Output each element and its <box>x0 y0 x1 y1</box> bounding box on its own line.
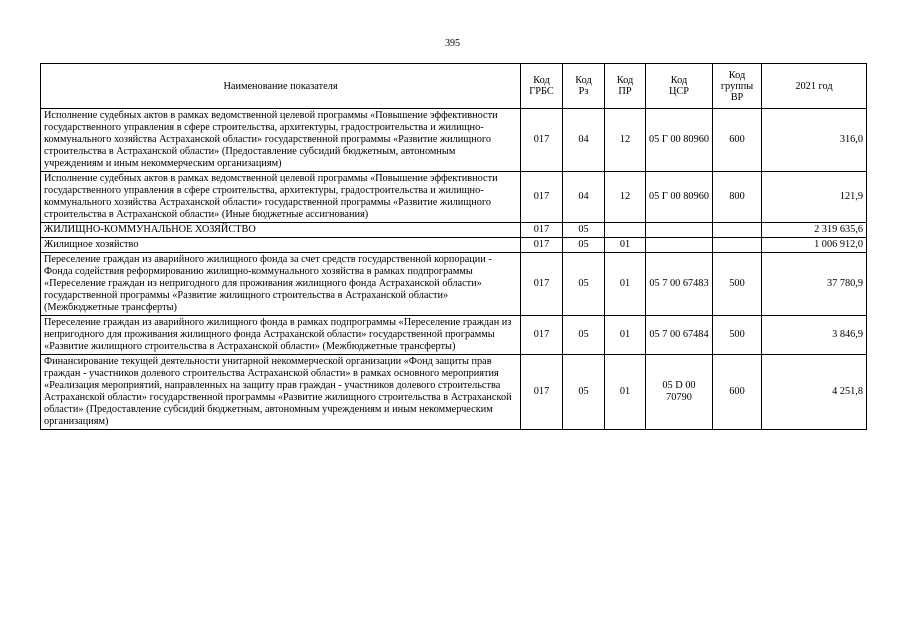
row-vr: 600 <box>713 355 762 430</box>
page-number: 395 <box>445 38 460 49</box>
row-rz: 05 <box>563 238 605 253</box>
row-csr <box>646 238 713 253</box>
row-csr: 05 7 00 67483 <box>646 253 713 316</box>
row-rz: 05 <box>563 355 605 430</box>
header-rz: Код Рз <box>563 64 605 109</box>
header-pr: Код ПР <box>605 64 646 109</box>
row-csr: 05 D 00 70790 <box>646 355 713 430</box>
row-csr <box>646 223 713 238</box>
header-csr: Код ЦСР <box>646 64 713 109</box>
row-pr: 01 <box>605 238 646 253</box>
row-rz: 05 <box>563 223 605 238</box>
row-name: Жилищное хозяйство <box>41 238 521 253</box>
row-csr: 05 Г 00 80960 <box>646 109 713 172</box>
row-grbs: 017 <box>521 109 563 172</box>
row-vr: 500 <box>713 253 762 316</box>
row-amount: 316,0 <box>762 109 867 172</box>
table-row <box>41 223 867 238</box>
row-pr: 01 <box>605 355 646 430</box>
row-rz: 05 <box>563 253 605 316</box>
row-grbs: 017 <box>521 253 563 316</box>
row-amount: 3 846,9 <box>762 316 867 355</box>
table-header-row <box>41 64 867 109</box>
row-pr: 12 <box>605 109 646 172</box>
row-vr: 800 <box>713 172 762 223</box>
row-name: Исполнение судебных актов в рамках ведомственной целевой программы «Повышение эффективности государственного управления в сфере строительства, архитектуры, градостроительства и жилищно-коммунального хозяйства Астраханской области» государственной программы «Развитие жилищного строительства в Астраханской области» (Предоставление субсидий бюджетным, автономным учреждениям и иным некоммерческим организациям) <box>41 109 521 172</box>
table-row <box>41 238 867 253</box>
table-row <box>41 172 867 223</box>
row-name: Финансирование текущей деятельности унитарной некоммерческой организации «Фонд защиты прав граждан - участников долевого строительства Астраханской области» в рамках основного мероприятия «Реализация мероприятий, направленных на защиту прав граждан - участников долевого строительства Астраханской области» государственной программы «Развитие жилищного строительства в Астраханской области» (Предоставление субсидий бюджетным, автономным учреждениям и иным некоммерческим организациям) <box>41 355 521 430</box>
row-rz: 04 <box>563 172 605 223</box>
header-year: 2021 год <box>762 64 867 109</box>
row-vr: 600 <box>713 109 762 172</box>
row-grbs: 017 <box>521 238 563 253</box>
row-grbs: 017 <box>521 172 563 223</box>
row-name: Переселение граждан из аварийного жилищного фонда за счет средств государственной корпорации - Фонда содействия реформированию жилищно-коммунального хозяйства в рамках подпрограммы «Переселение граждан из непригодного для проживания жилищного фонда Астраханской области» государственной программы «Развитие жилищного строительства в Астраханской области» (Межбюджетные трансферты) <box>41 253 521 316</box>
table-row <box>41 109 867 172</box>
row-pr: 01 <box>605 316 646 355</box>
row-grbs: 017 <box>521 223 563 238</box>
row-amount: 37 780,9 <box>762 253 867 316</box>
row-amount: 2 319 635,6 <box>762 223 867 238</box>
row-name: Исполнение судебных актов в рамках ведомственной целевой программы «Повышение эффективности государственного управления в сфере строительства, архитектуры, градостроительства и жилищно-коммунального хозяйства Астраханской области» государственной программы «Развитие жилищного строительства в Астраханской области» (Иные бюджетные ассигнования) <box>41 172 521 223</box>
row-amount: 4 251,8 <box>762 355 867 430</box>
row-csr: 05 7 00 67484 <box>646 316 713 355</box>
header-name: Наименование показателя <box>41 64 521 109</box>
row-amount: 1 006 912,0 <box>762 238 867 253</box>
table-row <box>41 253 867 316</box>
row-rz: 05 <box>563 316 605 355</box>
row-grbs: 017 <box>521 316 563 355</box>
row-vr: 500 <box>713 316 762 355</box>
row-vr <box>713 238 762 253</box>
row-rz: 04 <box>563 109 605 172</box>
row-vr <box>713 223 762 238</box>
row-name: ЖИЛИЩНО-КОММУНАЛЬНОЕ ХОЗЯЙСТВО <box>41 223 521 238</box>
row-pr <box>605 223 646 238</box>
budget-table <box>40 63 867 430</box>
table-row <box>41 355 867 430</box>
header-grbs: Код ГРБС <box>521 64 563 109</box>
row-pr: 12 <box>605 172 646 223</box>
row-pr: 01 <box>605 253 646 316</box>
header-vr: Код группы ВР <box>713 64 762 109</box>
row-name: Переселение граждан из аварийного жилищного фонда в рамках подпрограммы «Переселение граждан из непригодного для проживания жилищного фонда Астраханской области» государственной программы «Развитие жилищного строительства в Астраханской области» (Межбюджетные трансферты) <box>41 316 521 355</box>
row-grbs: 017 <box>521 355 563 430</box>
row-csr: 05 Г 00 80960 <box>646 172 713 223</box>
row-amount: 121,9 <box>762 172 867 223</box>
table-row <box>41 316 867 355</box>
